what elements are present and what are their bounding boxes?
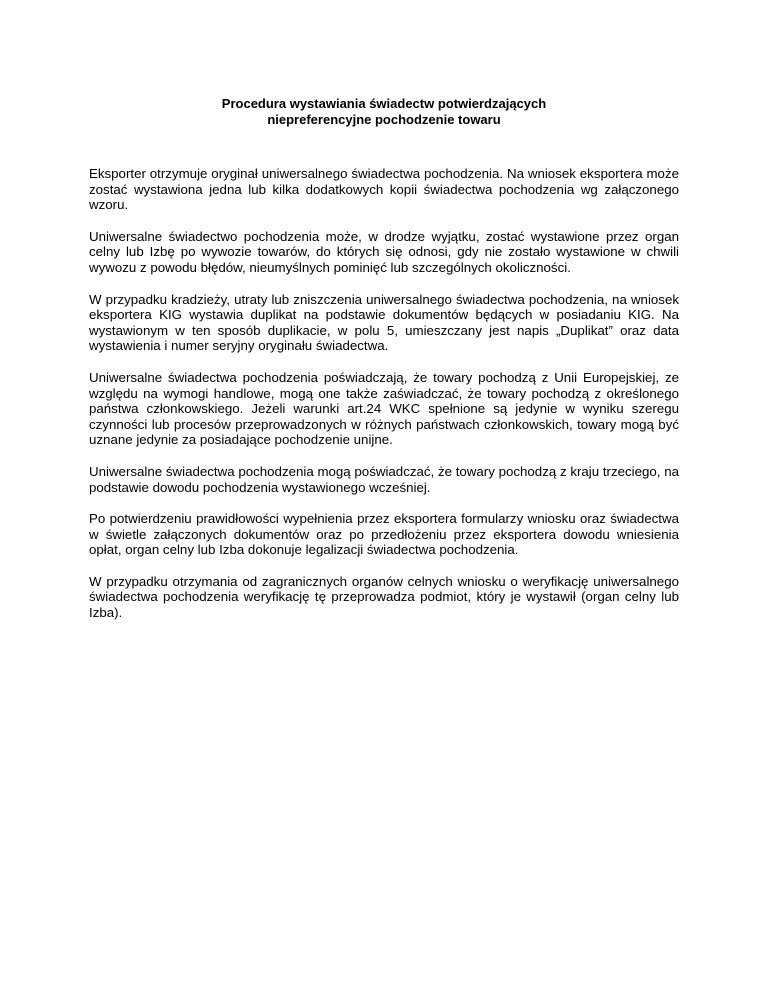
- document-title: [89, 96, 679, 127]
- paragraph-retrospective-issue: Uniwersalne świadectwo pochodzenia może, w drodze wyjątku, zostać wystawione przez organ celny lub Izbę po wywozie towarów, do których się odnosi, gdy nie zostało wystawione w chwili wywozu z powodu błędów, nieumyślnych pominięć lub szczególnych okoliczności.: [89, 228, 679, 275]
- paragraph-duplicate: W przypadku kradzieży, utraty lub zniszczenia uniwersalnego świadectwa pochodzenia, na wniosek eksportera KIG wystawia duplikat na podstawie dokumentów będących w posiadaniu KIG. Na wystawionym w ten sposób duplikacie, w polu 5, umieszczany jest napis „Duplikat” oraz data wystawienia i numer seryjny oryginału świadectwa.: [89, 291, 679, 354]
- paragraph-original-certificate: Eksporter otrzymuje oryginał uniwersalnego świadectwa pochodzenia. Na wniosek eksportera może zostać wystawiona jedna lub kilka dodatkowych kopii świadectwa pochodzenia wg załączonego wzoru.: [89, 166, 679, 213]
- paragraph-third-country-origin: Uniwersalne świadectwa pochodzenia mogą poświadczać, że towary pochodzą z kraju trzeciego, na podstawie dowodu pochodzenia wystawionego wcześniej.: [89, 463, 679, 495]
- paragraph-eu-origin: Uniwersalne świadectwa pochodzenia poświadczają, że towary pochodzą z Unii Europejskiej, ze względu na wymogi handlowe, mogą one także zaświadczać, że towary pochodzą z określonego państwa członkowskiego. Jeżeli warunki art.24 WKC spełnione są jedynie w wyniku szeregu czynności lub procesów przeprowadzonych w różnych państwach członkowskich, towary mogą być uznane jedynie za posiadające pochodzenie unijne.: [89, 369, 679, 448]
- document-page: [89, 96, 679, 637]
- paragraph-verification: W przypadku otrzymania od zagranicznych organów celnych wniosku o weryfikację uniwersalnego świadectwa pochodzenia weryfikację tę przeprowadza podmiot, który je wystawił (organ celny lub Izba).: [89, 573, 679, 621]
- document-title-line-2: niepreferencyjne pochodzenie towaru: [267, 111, 501, 127]
- paragraph-legalization: Po potwierdzeniu prawidłowości wypełnienia przez eksportera formularzy wniosku oraz świadectwa w świetle załączonych dokumentów oraz po przedłożeniu przez eksportera dowodu wniesienia opłat, organ celny lub Izba dokonuje legalizacji świadectwa pochodzenia.: [89, 511, 679, 558]
- document-title-line-1: Procedura wystawiania świadectw potwierdzających: [221, 96, 547, 111]
